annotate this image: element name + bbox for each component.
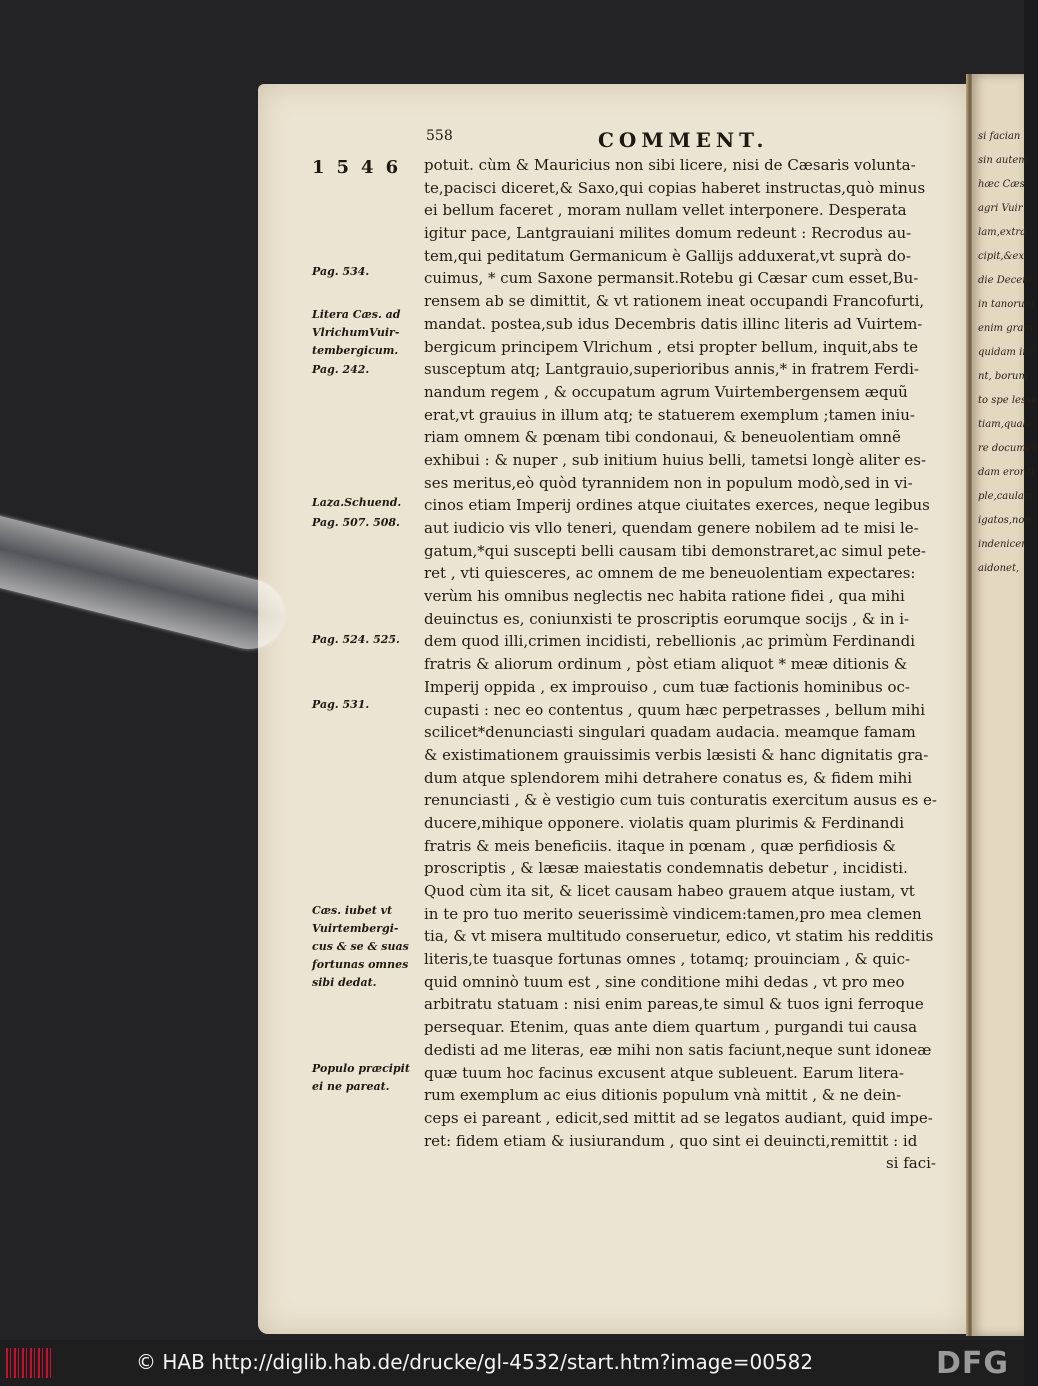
margin-note-line: Populo præcipit — [312, 1062, 410, 1075]
margin-note — [312, 1060, 420, 1096]
facing-page-fragment: cipit,&ex — [978, 251, 1025, 262]
facing-page-fragment: enim gram — [978, 323, 1033, 334]
text-line: verùm his omnibus neglectis nec habita ratione fidei , qua mihi — [424, 587, 905, 606]
text-line: rensem ab se dimittit, & vt rationem ineat occupandi Francofurti, — [424, 292, 925, 311]
text-line: mandat. postea,sub idus Decembris datis illinc literis ad Vuirtem- — [424, 314, 923, 333]
margin-note-line: Pag. 534. — [312, 265, 370, 278]
text-line: nandum regem , & occupatum agrum Vuirtembergensem æquũ — [424, 382, 908, 401]
text-line: in te pro tuo merito seuerissimè vindicem:tamen,pro mea clemen — [424, 904, 922, 923]
glass-clamp — [0, 513, 291, 656]
text-line: gatum,*qui suscepti belli causam tibi demonstraret,ac simul pete- — [424, 541, 926, 560]
margin-note-line: VlrichumVuir- — [312, 326, 400, 339]
margin-note — [312, 696, 420, 714]
body-text — [424, 154, 942, 1175]
facing-page-edge — [972, 74, 1038, 1336]
facing-page-fragment: dam erordi — [978, 467, 1035, 478]
facing-page-fragment: nt, borum — [978, 371, 1028, 382]
margin-note-line: Cæs. iubet vt — [312, 904, 393, 917]
text-line: igitur pace, Lantgrauiani milites domum redeunt : Recrodus au- — [424, 224, 912, 243]
margin-note-line: sibi dedat. — [312, 976, 377, 989]
text-line: ret: fidem etiam & iusiurandum , quo sint ei deuincti,remittit : id — [424, 1131, 918, 1150]
margin-note-line: fortunas omnes — [312, 958, 409, 971]
margin-note — [312, 494, 420, 512]
text-line: dum atque splendorem mihi detrahere conatus es, & fidem mihi — [424, 768, 913, 787]
facing-page-fragment: in tanorum — [978, 299, 1034, 310]
margin-note-line: Laza.Schuend. — [312, 496, 402, 509]
facing-page-fragment: agri Vuir — [978, 203, 1023, 214]
text-line: ceps ei pareant , edicit,sed mittit ad se legatos audiant, quid impe- — [424, 1108, 933, 1127]
facing-page-fragment: tiam,quale — [978, 419, 1032, 430]
text-line: persequar. Etenim, quas ante diem quartum , purgandi tui causa — [424, 1018, 918, 1037]
margin-note — [312, 306, 420, 360]
margin-note — [312, 514, 420, 532]
facing-page-fragment: hæc Cæs — [978, 179, 1025, 190]
margin-year: 1546 — [312, 157, 411, 178]
margin-note-line: ei ne pareat. — [312, 1080, 390, 1093]
text-line: deuinctus es, coniunxisti te proscriptis eorumque socijs , & in i- — [424, 609, 910, 628]
text-line: quæ tuum hoc facinus excusent atque subleuent. Earum litera- — [424, 1063, 904, 1082]
text-line: literis,te tuasque fortunas omnes , totamq; prouinciam , & quic- — [424, 950, 911, 969]
margin-note-line: Litera Cæs. ad — [312, 308, 401, 321]
margin-note-line: cus & se & suas — [312, 940, 409, 953]
text-line: quid omninò tuum est , sine conditione mihi dedas , vt pro meo — [424, 972, 905, 991]
text-line: dem quod illi,crimen incidisti, rebellionis ,ac primùm Ferdinandi — [424, 632, 916, 651]
margin-note-line: Pag. 507. 508. — [312, 516, 400, 529]
margin-note — [312, 631, 420, 649]
text-line: & existimationem grauissimis verbis læsisti & hanc dignitatis gra- — [424, 745, 929, 764]
footer-bar — [0, 1340, 1024, 1386]
facing-page-fragment: quidam inc — [978, 347, 1035, 358]
facing-page-fragment: lam,extra — [978, 227, 1027, 238]
text-line: erat,vt grauius in illum atq; te statuerem exemplum ;tamen iniu- — [424, 405, 915, 424]
margin-note-line: Pag. 531. — [312, 698, 370, 711]
text-line: exhibui : & nuper , sub initium huius belli, tametsi longè aliter es- — [424, 450, 927, 469]
text-line: ei bellum faceret , moram nullam vellet interponere. Desperata — [424, 201, 907, 220]
dfg-logo: DFG — [936, 1346, 1010, 1381]
text-line: Imperij oppida , ex improuiso , cum tuæ factionis hominibus oc- — [424, 677, 910, 696]
text-line: arbitratu statuam : nisi enim pareas,te simul & tuos igni ferroque — [424, 995, 924, 1014]
text-line: tem,qui peditatum Germanicum è Gallijs adduxerat,vt suprà do- — [424, 246, 911, 265]
running-head: COMMENT. — [598, 128, 769, 152]
text-line: dedisti ad me literas, eæ mihi non satis faciunt,neque sunt idoneæ — [424, 1040, 932, 1059]
facing-page-fragment: re documen — [978, 443, 1038, 454]
facing-page-fragment: aidonet, — [978, 563, 1020, 574]
text-line: scilicet*denunciasti singulari quadam audacia. meamque famam — [424, 723, 916, 742]
text-line: te,pacisci diceret,& Saxo,qui copias haberet instructas,quò minus — [424, 178, 926, 197]
text-line: potuit. cùm & Mauricius non sibi licere, nisi de Cæsaris volunta- — [424, 156, 916, 174]
margin-note-line: Vuirtembergi- — [312, 922, 399, 935]
margin-note-line: Pag. 242. — [312, 363, 370, 376]
facing-page-fragment: sin autem — [978, 155, 1028, 166]
text-line: aut iudicio vis vllo teneri, quendam genere nobilem ad te misi le- — [424, 519, 919, 537]
facing-page-fragment: to spe lesse — [978, 395, 1038, 406]
text-line: tia, & vt misera multitudo conseruetur, edico, vt statim his redditis — [424, 927, 934, 946]
text-line: rum exemplum ac eius ditionis populum vnà mittit , & ne dein- — [424, 1086, 902, 1105]
hab-barcode-icon — [6, 1348, 52, 1378]
page-number: 558 — [426, 128, 453, 144]
margin-note — [312, 902, 420, 992]
text-line: fratris & meis beneficiis. itaque in pœnam , quæ perfidiosis & — [424, 836, 896, 855]
catchword: si faci- — [885, 1154, 936, 1173]
text-line: cuimus, * cum Saxone permansit.Rotebu gi Cæsar cum esset,Bu- — [424, 269, 919, 288]
facing-page-fragment: indenicer — [978, 539, 1026, 550]
text-line: renunciasti , & è vestigio cum tuis conturatis exercitum ausus es e- — [424, 791, 938, 810]
text-line: ducere,mihique opponere. violatis quam plurimis & Ferdinandi — [424, 813, 904, 832]
copyright-link[interactable]: © HAB http://diglib.hab.de/drucke/gl-4532/start.htm?image=00582 — [136, 1350, 814, 1374]
margin-note-line: tembergicum. — [312, 344, 399, 357]
margin-note-line: Pag. 524. 525. — [312, 633, 400, 646]
text-line: bergicum principem Vlrichum , etsi propter bellum, inquit,abs te — [424, 337, 918, 356]
margin-note — [312, 361, 420, 379]
text-line: riam omnem & pœnam tibi condonaui, & beneuolentiam omnẽ — [424, 428, 901, 447]
text-line: ret , vti quiesceres, ac omnem de me beneuolentiam expectares: — [424, 564, 916, 583]
text-line: proscriptis , & læsæ maiestatis condemnatis debetur , incidisti. — [424, 859, 908, 878]
facing-page-fragment: igatos,non — [978, 515, 1031, 526]
text-line: susceptum atq; Lantgrauio,superioribus annis,* in fratrem Ferdi- — [424, 360, 919, 379]
text-line: cinos etiam Imperij ordines atque ciuitates exerces, neque legibus — [424, 496, 930, 515]
text-line: Quod cùm ita sit, & licet causam habeo grauem atque iustam, vt — [424, 882, 915, 900]
facing-page-fragment: die Decem — [978, 275, 1032, 286]
facing-page-fragment: si facian — [978, 131, 1021, 142]
facing-page-fragment: ple,caulam — [978, 491, 1034, 502]
text-line: fratris & aliorum ordinum , pòst etiam aliquot * meæ ditionis & — [424, 655, 908, 674]
text-line: cupasti : nec eo contentus , quum hæc perpetrasses , bellum mihi — [424, 700, 926, 719]
text-line: ses meritus,eò quòd tyrannidem non in populum modò,sed in vi- — [424, 473, 913, 492]
margin-note — [312, 263, 420, 281]
